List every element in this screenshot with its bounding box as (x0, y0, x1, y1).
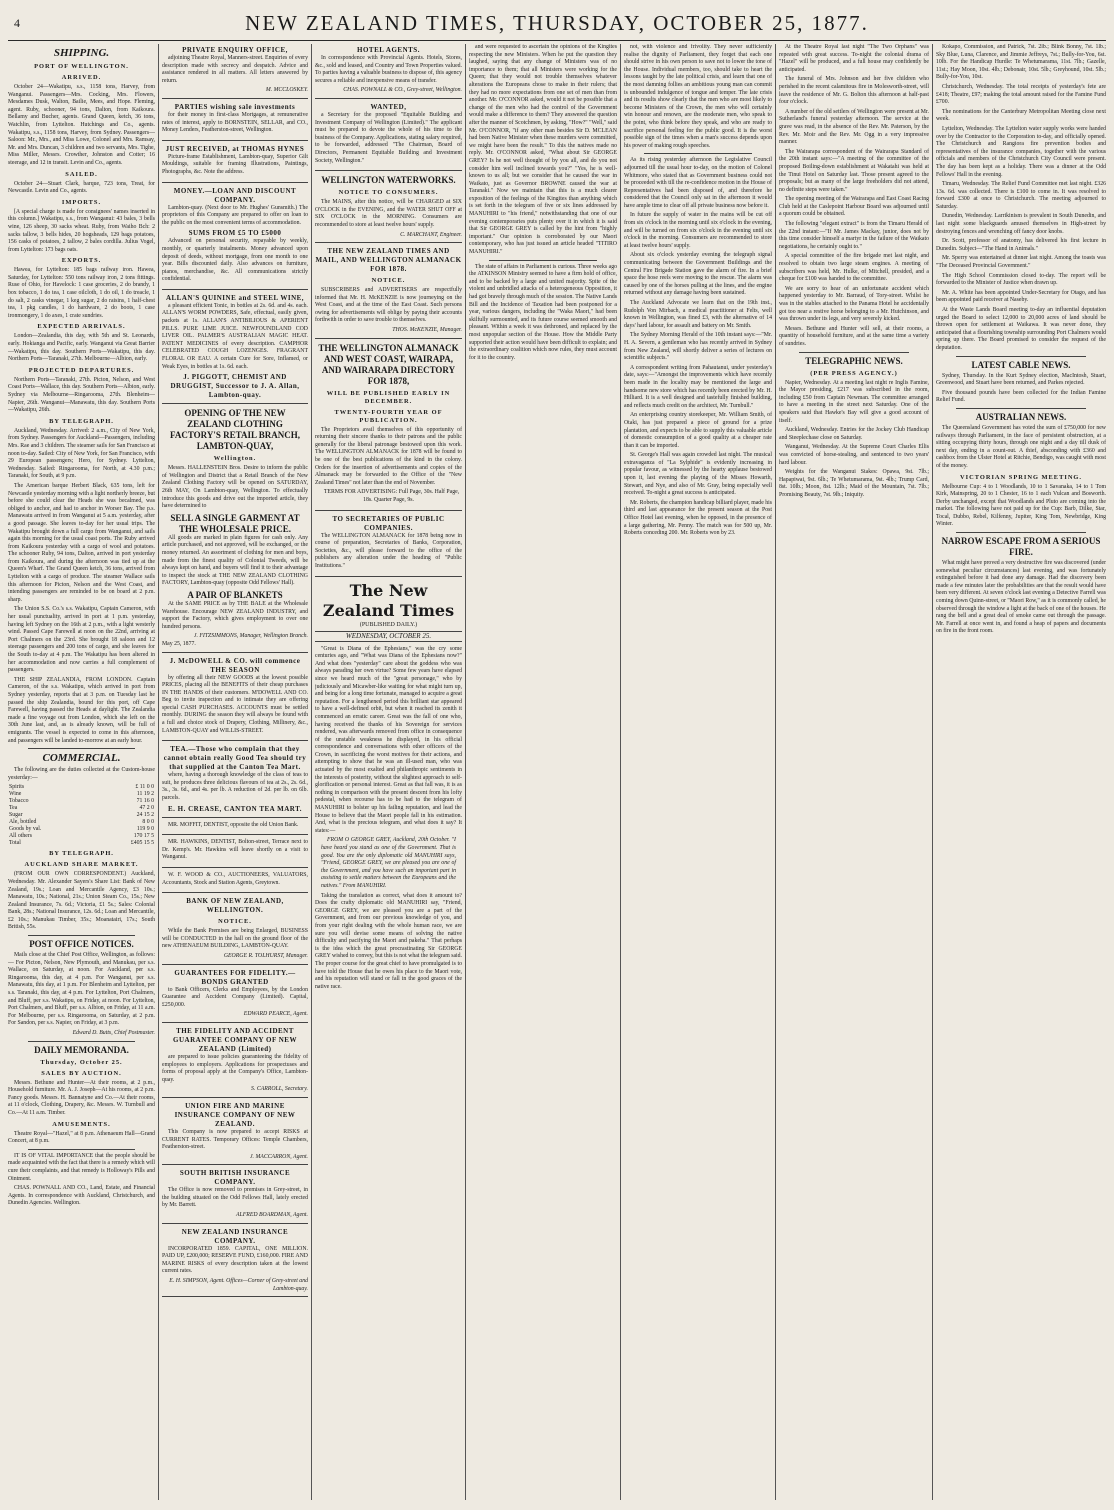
duty-amount: 11 19 2 (136, 791, 154, 798)
private-enquiry-ad (162, 44, 308, 99)
expected-text: London—Zealandia, this day, with 5th and St. Leonards, early. Hokianga and Pacific, early. Wanganui via Great Barrier—Wakatipu, this day. Southern Ports—Wakatipu, this day. Northern Ports—Taranaki, 27th. Melbourne—Albion, early. (8, 333, 155, 363)
port-heading: PORT OF WELLINGTON. (34, 63, 129, 70)
ad-text: W. F. WOOD & CO., AUCTIONEERS, VALUATORS, Accountants, Stock and Station Agents, Greytown. (162, 872, 308, 886)
divider (956, 532, 1086, 533)
column-6 (779, 44, 929, 1504)
ad-text: While the Bank Premises are being Enlarged, BUSINESS will be CONDUCTED in the hall on the ground floor of the new ATHENAEUM BUILDING, LAMBTON-QUAY. (162, 928, 308, 950)
bank-notice (162, 895, 308, 964)
ad-subtitle: NOTICE. (371, 277, 406, 285)
divider (956, 356, 1086, 357)
ad-signature: S. CARROLL, Secretary. (251, 1086, 308, 1093)
ad-text: The WELLINGTON ALMANACK for 1878 being now in course of preparation, Secretaries of Banks, Corporation, Societies, &c., will please forward to the office of the publishers any alteration under the heading of "Public Institutions." (315, 532, 462, 569)
column-rule (158, 44, 159, 1500)
projected-heading: PROJECTED DEPARTURES. (28, 366, 135, 374)
column-rule (311, 44, 312, 1500)
mcdowell-ad (162, 655, 308, 742)
market-heading: BY TELEGRAPH. (49, 850, 114, 858)
memoranda-date: Thursday, October 25. (40, 1058, 123, 1066)
dentist-ad-2 (162, 837, 308, 868)
telegraphic-item: Kokapo, Commission, and Patrick, 7st. 2lb.; Blink Bonny, 7st. 1lb.; Sky Blue, Luna, Clarence, and Jimmie Jeffreys, 7st.; Bully-for-You, 6st. 10lb. For the Handicap Hurdle: Te Whetumarama, 11st. 7lb.; Gazelle, 11st.; Hay Moon, 10st. 4lb.; Debonair, 10st. 5lb.; Greyhound, 10st. 5lb.; Bully-for-You, 10st. (936, 44, 1106, 81)
duty-row (8, 819, 155, 826)
ad-title: NEW ZEALAND INSURANCE COMPANY. (181, 1227, 289, 1245)
telegraphic-item: Mr. Sperry was entertained at dinner last night. Among the toasts was "The Deceased Provincial Government." (936, 255, 1106, 270)
telegraphic-item: Wanganui, Wednesday. At the Supreme Court Charles Ellis was convicted of horse-stealing, and sentenced to two years' hard labour. (779, 444, 929, 466)
ad-title: SOUTH BRITISH INSURANCE COMPANY. (179, 1169, 291, 1187)
south-british-ad (162, 1167, 308, 1223)
duty-amount: £ 11 0 0 (135, 784, 154, 791)
ad-title: THE FIDELITY AND ACCIDENT GUARANTEE COMPANY OF NEW ZEALAND (Limited) (173, 1026, 297, 1053)
ad-title: J. McDOWELL & CO. will commence THE SEASON (169, 656, 301, 674)
ad-text: This Company is now prepared to accept RISKS at CURRENT RATES. Temporary Offices: Temple Chambers, Featherston-street. (162, 1128, 308, 1151)
column-1 (8, 44, 155, 1504)
commercial-intro: The following are the duties collected at the Custom-house yesterday:— (8, 767, 155, 781)
duty-item: Tobacco (9, 798, 29, 805)
waterworks-notice (315, 173, 462, 243)
ad-signature: J. FITZSIMMONS, Manager, Wellington Branch. (193, 633, 308, 640)
divider (644, 153, 752, 154)
ad-title: UNION FIRE AND MARINE INSURANCE COMPANY OF NEW ZEALAND. (174, 1101, 296, 1128)
holloway-notice: IT IS OF VITAL IMPORTANCE that the people should be made acquainted with the fact that there is a remedy which will cure their complaints, and that remedy is Holloway's Pills and Ointment. (8, 1152, 155, 1182)
arrived-heading: ARRIVED. (61, 74, 102, 81)
clothing-factory-ad (162, 406, 308, 652)
ad-text: Lambton-quay. (Next door to Mr. Hughes' Gunsmith.) The proprietors of this Company are prepared to offer on loan to the public on the most convenient terms of accommodation. (162, 204, 308, 226)
ad-title: ALLAN'S QUININE and STEEL WINE, (165, 293, 305, 302)
amusements-text: Theatre Royal—"Hazel," at 8 p.m. Athenaeum Hall—Grand Concert, at 8 p.m. (8, 1130, 155, 1145)
duty-amount: 71 16 0 (136, 798, 154, 805)
telegraphic-subheading: (PER PRESS AGENCY.) (810, 369, 898, 377)
duty-item: Spirits (9, 784, 25, 791)
telegraphic-item: At the Waste Lands Board meeting to-day an influential deputation urged the Board to select 12,000 to 20,000 acres of land should be thrown open for settlement at Waikawa. It was never done, they anticipated that a flourishing township surrounding Port Chalmers would spring up there. The Board promised to consider the request of the deputation. (936, 307, 1106, 351)
masthead (0, 6, 1114, 38)
parliament-article: The state of affairs in Parliament is curious. Three weeks ago the ATKINSON Ministry seemed to have a firm hold of office, and to be backed by a large and united majority. Spite of the violent and unbridled attacks of a heterogeneous Opposition, it had got bravely through much of the session. The Native Lands Bill and the Incidence of Taxation had been postponed for a year, various dangers, including the "Waka Maori," had been skilfully surmounted, and its future course seemed smooth and pleasant. Within a week it was dethroned, and replaced by the most unpopular section of the House. How the Middle Party supported their action would have been difficult to explain; and the extraordinary coalition which now rules, they must account for it to the country. (469, 263, 617, 361)
editorial-text: "Great is Diana of the Ephesians," was the cry some centuries ago, and "What was Diana of the Ephesians now?" And what does "yesterday" care about the goddess who was always parading her own virtue? Some few years have elapsed since we heard much of the "great personage," who by judiciously and Micawber-like waiting for what might turn up, and being for a long time fortunate, managed to acquire a great reputation. For a lengthened period this brilliant star appeared to have a well-defined orbit, but when it reached its zenith it commenced an erratic career. Great was the fall of one who, having received the thanks of his Sovereign for services rendered, was afterwards removed from office in consequence of the unstable weakness he displayed, in his official correspondence and conversations with other officers of the Crown, in sacrificing the worst motives for their actions, and attempting to show that he was an ill-used man, who was actuated by the most exalted and philanthropic sentiments in the interests of posterity, without the slightest approach to self-glorification or personal interest. Great as that fall was, it is as nothing in comparison with the present descent from his lofty pedestal, when recourse has to be had to the telegram of MANUHIRI to bolster up his failing reputation, and lead the House to believe that the Maori people fall in his estimation. And, what is the precious telegram, and what does it say? It states:— (315, 645, 462, 834)
expected-heading: EXPECTED ARRIVALS. (37, 323, 126, 331)
sales-heading: SALES BY AUCTION. (41, 1069, 122, 1077)
ad-date: May 25, 1877. (162, 640, 196, 647)
spring-meeting-heading: VICTORIAN SPRING MEETING. (960, 473, 1082, 481)
divider (489, 260, 597, 261)
ad-signature: CHAS. POWNALL & CO., Grey-street, Wellington. (343, 87, 462, 94)
times-mail-notice (315, 245, 462, 339)
ad-headline: A PAIR OF BLANKETS (187, 589, 283, 600)
duty-amount: 170 17 5 (133, 833, 154, 840)
column-2 (162, 44, 308, 1504)
duty-amount: 47 2 0 (139, 805, 154, 812)
guarantees-ad (162, 967, 308, 1023)
ad-title: THE NEW ZEALAND TIMES AND MAIL, AND WELLINGTON ALMANACK FOR 1878. (315, 247, 462, 274)
ad-title: GUARANTEES FOR FIDELITY.—BONDS GRANTED (174, 968, 296, 986)
shipping-news-2: The Union S.S. Co.'s s.s. Wakatipu, Captain Cameron, with her usual punctuality, arrived in port at 1 p.m. yesterday, having left Sydney on the 16th at 2 p.m., with a light westerly wind. Passed Cape Farewell at noon on the 22nd, arriving at Port Chalmers on the 23rd. She brought 18 saloon and 12 steerage passengers and 200 tons of cargo, and she leaves for the South to-day at 4 p.m. The Wakatipu has been altered in her accommodation and now carries a full complement of passengers. (8, 606, 155, 674)
duty-item: Ale, bottled (9, 819, 37, 826)
ad-title: BANK OF NEW ZEALAND, WELLINGTON. (186, 897, 284, 915)
ad-title: TO SECRETARIES OF PUBLIC COMPANIES. (332, 514, 445, 532)
newspaper-title: NEW ZEALAND TIMES, THURSDAY, OCTOBER 25, 1877. (245, 11, 869, 35)
ad-title: WANTED, (370, 102, 407, 111)
almanack-ad (315, 341, 462, 511)
column-5 (624, 44, 772, 1504)
market-subheading: AUCKLAND SHARE MARKET. (24, 861, 139, 869)
tea-mart-ad (162, 743, 308, 817)
union-insurance-ad (162, 1100, 308, 1165)
telegraph-text: Auckland, Wednesday. Arrived: 2 a.m., City of New York, from Sydney. Passengers for Auckland—Passengers, including Mrs. Rae and 3 children. The steamer sails for San Francisco at noon to-day. Sailed: City of New York, for San Francisco, with 29 European passengers; Hero, for Sydney. Lyttelton, Wednesday. Sailed: Ringarooma, for North, at 4.30 p.m.; Taranaki, for South, at 9 p.m. (8, 427, 155, 480)
news-item: As its rising yesterday afternoon the Legislative Council adjourned till the usual hour to-day, on the motion of Colonel Whitmore, who stated that as Government business could not be proceeded with till the re-confidence motion in the House of Representatives had been disposed of, and therefore he considered that the Council only sat in the afternoon it would have ample time to clear off all private business now before it. (624, 157, 772, 209)
ad-text: Picture-frame Establishment, Lambton-quay, Superior Gilt Mouldings, suitable for framing Illustrations, Paintings, Photographs, &c. Note the address. (162, 153, 308, 175)
investment-ad (162, 101, 308, 141)
duty-item: All others (9, 833, 33, 840)
editorial-dateline: WEDNESDAY, OCTOBER 25. (315, 631, 462, 642)
arrived-text: October 24—Wakatipu, s.s., 1158 tons, Harvey, from Wanganui. Passengers—Mrs. Cocking, Mrs. Flowers, Mesdames Dusk, Walton, Bailie, Mees, and Hope. Fleming, agent. Ruby, schooner, 94 tons, Dalton, from Kaikoura. Bellamy and Bucher, agents. Grand Queen, ketch, 36 tons, Watchlin, from Lyttelton. Hutchings and Co., agents. Wakatipu, s.s., 1158 tons, Harvey, from Sydney. Passengers—Saloon: Mr., Mrs., and Miss Lowe, Colonel and Mrs. Ramsay, Mr. and Mrs. Duncan, 3 children and two servants, Mrs. Tighe, Miss Miller, Messrs. Crowther, Johnston and Cotter; 16 steerage, and 12 in transit. Levin and Co., agents. (8, 84, 155, 166)
ad-signature: E. H. CREASE, CANTON TEA MART. (168, 804, 302, 813)
ad-text: a pleasant efficient Tonic, in bottles at 2s. 6d. and 4s. each. ALLAN'S WORM POWDERS, Safe, effectual, easily given, packets at 1s. ALLAN'S ANTIBILIOUS & APERIENT PILLS. PURE LIME JUICE. NEWFOUNDLAND COD LIVER OIL. PALMER'S AUSTRALIAN MAGIC HEAT. PATENT MEDICINES of every description. CAMPHOR CELEBRATED COUGH LOZENGES. FRAGRANT FLORAL OR EAU. A certain Cure for Sore, Inflamed, or Weak Eyes, in bottles at 1s. 6d. each. (162, 302, 308, 370)
telegraphic-item: Napier, Wednesday. At a meeting last night re Inglis Famine, the Mayor presiding, £217 was subscribed in the room, including £50 from Captain Newman. The committee arranged to have a meeting in the street next Saturday. One of the speakers said that Hawke's Bay will give a good account of itself. (779, 379, 929, 424)
duty-amount: 8 0 0 (142, 819, 154, 826)
shipping-heading: SHIPPING. (53, 47, 110, 59)
news-item: not, with violence and frivolity. They never sufficiently realise the dignity of Parliament, they forget that each one should strive in his own person to save not to lower the tone of the House. Individual members, too, should take to heart the lessons taught by the late political crisis, and learn that one of the most damning follies an ambitious young man can commit is unbounded indulgence of tongue and temper. The late crisis and its results show clearly that the men who are most likely to become Ministers of the Crown, the men who will certainly win honour and renown, are the moderate men, who speak to the point, who think before they speak, and who are ready to sacrifice personal feeling for the public good. It is the worst possible sign of the times when a man's success depends upon his power of making rough speeches. (624, 44, 772, 149)
ad-text: SUBSCRIBERS and ADVERTISERS are respectfully informed that Mr. H. McKENZIE is now journeying on the West Coast, and at the time of the East Coast. Such persons owing for advertisements will oblige by paying their accounts forthwith in order to save trouble to themselves. (315, 287, 462, 324)
news-item: The Auckland Advocate we learn that on the 19th inst., Rudolph Von Mirbach, a medical practitioner at Felts, well known in Wellington, was fined £3, with the alternative of 14 days' hard labour, for assault and battery on Mr. Smith. (624, 300, 772, 329)
chemist-ad (162, 292, 308, 404)
news-item: About six o'clock yesterday evening the telegraph signal communicating between the Government Buildings and the Central Fire Brigade Station gave the alarm of fire. In a brief space the hose reels were moving to the rescue. The alarm was caused by one of the horses pulling at the lines, and the engine returned without any damage having been sustained. (624, 252, 772, 297)
publication-frequency: (PUBLISHED DAILY.) (359, 621, 418, 628)
ad-signature: J. MACCARRON, Agent. (249, 1153, 308, 1160)
ad-text: Advanced on personal security, repayable by weekly, monthly, or quarterly instalments. Money advanced upon deposit of deeds, without mortgage, from one month to one year. Bills discounted daily. Also advances on furniture, pianos, merchandise, &c. All communications strictly confidential. (162, 238, 308, 283)
telegraphic-item: The High School Commission closed to-day. The report will be forwarded to the Minister of Justice when drawn up. (936, 272, 1106, 287)
column-rule (932, 44, 933, 1500)
telegraphic-item: Lyttelton, Wednesday. The Lyttelton water supply works were handed over by the Contractor to the Corporation to-day, and officially opened. The Christchurch and Rangiora fire prevention bodies and representatives of the insurance companies, together with the various officials and members of the Christchurch City Council were present. The day has been kept as a holiday. There was a dinner at the Odd Fellows' Hall in the evening. (936, 125, 1106, 178)
ad-text: are prepared to issue policies guaranteeing the fidelity of employees to employers. Applications for prospectuses and forms of proposal apply at the Company's Office, Lambton-quay. (162, 1053, 308, 1083)
telegraphic-item: The nominations for the Canterbury Metropolitan Meeting close next week. (936, 108, 1106, 123)
news-item: The Sydney Morning Herald of the 10th instant says:—"Mr. H. A. Severn, a gentleman who has recently arrived in Sydney from New Zealand, will shortly deliver a series of lectures on scientific subjects." (624, 332, 772, 362)
news-item: The opening meeting of the Wairarapa and East Coast Racing Club held at the Caslepoint Harbour Board was adjourned until a quorum could be obtained. (779, 196, 929, 218)
ad-signature: THOS. McKENZIE, Manager. (392, 327, 462, 334)
column-3 (315, 44, 462, 1504)
divider (28, 748, 135, 749)
duty-row (8, 826, 155, 833)
ad-text: for their money in first-class Mortgages, at remunerative rates of interest, apply to BORNSTEIN, SELLAR, and CO., Money Lenders, Featherston-street, Wellington. (162, 111, 308, 134)
exports-text: Hawea, for Lyttelton: 185 bags railway iron. Hawea, Saturday, for Lyttelton: 550 tons railway iron, 2 tons fittings. Ruse of Ohio, for Havelock: 1 case groceries, 2 do brandy, 1 box tobacco, 1 do tea, 1 case oilcloth, 1 do oil, 1 do treacle, 1 do salt, 2 casks vinegar, 1 keg sugar, 2 do raisins, 1 half-chest tea, 1 pkg candles, 1 do hardware, 2 do boots, 1 case ironmongery, 1 do axes, 1 crate sundries. (8, 267, 155, 319)
editorial-text-2: Taking the translation as correct, what does it amount to? Does the crafty diplomatic old MANUHIRI say, "Friend, GEORGE GREY, we are pleased you are a part of the Government, and from our previous knowledge of you, and from your right dealing with the whole human race, we are sure you will devise some means of solving the native difficulty and pacifying the Maori and pakeha." That perhaps is the idea which the great procrastinating Sir GEORGE GREY wished to convey, but this is not what the telegram said. The proper course for the great chief to have promulgated is to have told the House that he owes his place to the Maori vote, and his reputation will stand or fall in the good graces of the native race. (315, 892, 462, 990)
secretary-wanted-ad (315, 101, 462, 171)
narrow-escape-heading: NARROW ESCAPE FROM A SERIOUS FIRE. (941, 536, 1101, 558)
spring-meeting-text: Melbourne Cup: 4 to 1 Woodlands, 10 to 1 Savanaka, 14 to 1 Tom Kirk, Mainspring, 20 to 1 Chester, 16 to 1 each Vulcan and Bosworth. Derby unchanged, except that Woodlands and Pluto are coming into the market. The following have not paid up for the Cup: Barb, Dilke, Star, Tocal, Dubbo, Rebel, Kilfenny, Jupiter, King Tom, Newbridge, King Winter. (936, 483, 1106, 528)
ad-rates: TERMS FOR ADVERTISING: Full Page, 30s. Half Page, 18s. Quarter Page, 9s. (323, 489, 460, 503)
imports-heading: IMPORTS. (61, 198, 102, 206)
ad-text: adjoining Theatre Royal, Manners-street. Enquiries of every description made with secrecy and despatch. Advice and assistance rendered in all matters. All letters answered by return. (162, 55, 308, 84)
telegraphic-item: Weights for the Wanganui Stakes: Opawa, 9st. 7lb.; Hapapiwai, 9st. 6lb.; Te Whetumarama, 9st. 4lb.; Trump Card, 8st. 10lb.; Moon, 8st. 12lb.; Maid of the Mountain, 7st. 7lb.; Promising Beauty, 7st. 9lb.; Iniquity. (779, 469, 929, 498)
ad-text: The Proprietors avail themselves of this opportunity of returning their sincere thanks to their patrons and the public generally for the liberal patronage bestowed upon this work. The WELLINGTON ALMANACK for 1878 will be found to be one of the best publications of the kind in the colony. Orders for the insertion of advertisements and copies of the Almanack may be forwarded to the Office of the "New Zealand Times" not later than the end of November. (315, 426, 462, 486)
duty-row (8, 791, 155, 798)
news-item: The following "elegant extract" is from the Timaru Herald of the 22nd instant:—"If Mr. James Mackay, junior, does not by this time consider himself a martyr in the failure of the Waikato negotiations, he certainly ought to." (779, 221, 929, 250)
news-item: The funeral of Mrs. Johnson and her five children who perished in the recent calamitous fire in Molesworth-street, will leave the residence of Mr. G. Bolton this afternoon at half-past four o'clock. (779, 76, 929, 106)
duty-item: Sugar (9, 812, 23, 819)
divider (28, 935, 135, 936)
shipping-news: The American barque Herbert Black, 635 tons, left for Newcastle yesterday morning with a light northerly breeze, but before she could clear the Heads she was becalmed, was obliged to anchor, and had to anchor in Worser Bay. The p.s. Manawatu arrived in from Wanganui at 5 a.m. yesterday, after a good passage. She leaves to-day for her usual trips. The Wakatipu brought down a full cargo from Wanganui, and sails again this morning for the usual coast ports. The Ruby arrived from Kaikoura yesterday with a cargo of wool and potatoes. The schooner Ruby, 94 tons, Dalton, arrived in port yesterday from Kaikoura, and during the afternoon was tied up at the Queen's Wharf. The Grand Queen ketch, 36 tons, arrived from Lyttelton with a cargo of produce. The steamer Wallace sails this afternoon for Picton, Nelson and the West Coast, and intending passengers are reminded to be on board at 2 p.m. sharp. (8, 482, 155, 603)
telegraphic-item: Auckland, Wednesday. Entries for the Jockey Club Handicap and Steeplechase close on Saturday. (779, 427, 929, 441)
ad-signature: E. H. SIMPSON, Agent. Offices—Corner of Grey-street and Lambton-quay. (169, 1278, 308, 1292)
news-item: The Wairarapa correspondent of the Wairarapa Standard of the 20th instant says:—"A meeting of the committee of the proposed Boiling-down establishment at Wakatahi was held at the Tinui Hotel on Saturday last. Those present agreed to the proposals; but as many of the large freeholders did not attend, no definite steps were taken." (779, 148, 929, 193)
newspaper-nameplate: The New Zealand Times (322, 580, 455, 620)
fidelity-ad (162, 1025, 308, 1098)
news-item: A number of the old settlers of Wellington were present at Mr. Sutherland's funeral yesterday afternoon. The service at the grave was read, in the absence of the Rev. Mr. Paterson, by the Rev. Mr. Moir and the Rev. Mr. Ogg in a very impressive manner. (779, 108, 929, 146)
ad-signature: GEORGE R. TOLHURST, Manager. (223, 952, 308, 959)
ad-signature: EDWARD PEARCE, Agent. (243, 1011, 308, 1018)
cable-news-heading: LATEST CABLE NEWS. (971, 359, 1071, 370)
pownall-ad: CHAS. POWNALL AND CO., Land, Estate, and Financial Agents. In correspondence with Auckland, Christchurch, and Dunedin Agencies. Wellington. (8, 1185, 155, 1207)
duty-row (8, 812, 155, 819)
divider (956, 408, 1086, 409)
sales-text: Messrs. Bethune and Hunter—At their rooms, at 2 p.m., Household furniture. Mr. A. J. Joseph—At his rooms, at 2 p.m. Fancy goods. Messrs. H. Bannatyne and Co.—At their rooms, at 11 o'clock, Clothing, Drapery, &c. Messrs. W. Turnbull and Co.—At 11 a.m. Timber. (8, 1079, 155, 1116)
loan-company-ad (162, 185, 308, 290)
ad-place: Wellington. (213, 455, 257, 463)
sailed-heading: SAILED. (65, 170, 98, 178)
news-item: A special committee of the fire brigade met last night, and resolved to obtain two large steam engines. A meeting of subscribers was held, Mr. Hulke, of Mitchell, presided, and a cheque for £100 was handed to the committee. (779, 253, 929, 283)
column-7 (936, 44, 1106, 1504)
duty-row (8, 833, 155, 840)
australian-news-text: The Queensland Government has voted the sum of £750,000 for new railways through Parliament, in the face of persistent obstruction, at a sitting occupying thirty hours, through one night and a day till dusk of next day, ending in a count-out. A thief, absconding with £360 and cashbox from the Ulster Hotel at Ritchie, Bendigo, was caught with most of the money. (936, 424, 1106, 469)
duty-item: Wine (9, 791, 22, 798)
post-office-signature: Edward D. Butts, Chief Postmaster. (72, 1030, 155, 1036)
cable-item: Five thousand pounds have been collected for the Indian Famine Relief Fund. (936, 389, 1106, 404)
sailed-text: October 24—Stuart Clark, barque, 723 tons, Treat, for Newcastle. Levin and Co., agents. (8, 180, 155, 195)
memoranda-heading: DAILY MEMORANDA. (34, 1044, 129, 1055)
ad-signature: ALFRED BOARDMAN, Agent. (235, 1212, 308, 1219)
post-office-heading: POST OFFICE NOTICES. (29, 939, 134, 950)
amusements-heading: AMUSEMENTS. (52, 1120, 111, 1128)
duty-row (8, 798, 155, 805)
news-item: In future the supply of water in the mains will be cut off from six o'clock in the morning until six o'clock in the evening, and will be turned on from six o'clock in the evening until six o'clock in the morning. Consumers are recommended to store at least twelve hours' supply. (624, 212, 772, 249)
duty-amount: 119 9 0 (136, 826, 154, 833)
ad-headline: SELL A SINGLE GARMENT AT THE WHOLESALE PRICE. (170, 512, 300, 534)
news-item: At the Theatre Royal last night "The Two Orphans" was repeated with great success. To-night the colonial drama of "Hazel" will be produced, and a full house may confidently be anticipated. (779, 44, 929, 73)
ad-text: MR. MOFFIT, DENTIST, opposite the old Union Bank. (168, 821, 299, 828)
duty-item: Goods by val. (9, 826, 42, 833)
ad-subtitle: SUMS FROM £5 TO £5000 (188, 229, 282, 238)
exports-heading: EXPORTS. (61, 257, 102, 265)
divider (799, 352, 909, 353)
ad-text: The Office is now removed to premises in Grey-street, in the building situated on the Odd Fellows Hall, lately erected by Mr. Barrett. (162, 1187, 308, 1209)
ad-text: where, having a thorough knowledge of the class of teas to suit, he produces three delicious flavours of tea at 2s., 2s. 6d., 3s., 3s. 6d., and 4s. per lb. A reduction of 2d. per lb. on 6lb. parcels. (162, 772, 308, 802)
ad-text: Messrs. HALLENSTEIN Bros. Desire to inform the public of Wellington and District that a Retail Branch of the New Zealand Clothing Factory will be opened on SATURDAY, 26th MAY, On Lambton-quay, Wellington. To effectually introduce this goods and drive out the imported article, they have determined to (162, 465, 308, 510)
market-text: (FROM OUR OWN CORRESPONDENT.) Auckland, Wednesday. Mr. Alexander Sayers's Share List: Bank of New Zealand, 19s.; Loan and Mercantile Agency, £3 10s.; Manawatu, 10s.; National, 21s.; Union Steam Co., 15s.; New Zealand Insurance, 7s. 6d.; Victoria, £1 5s.; Sales: Colonial Bank, 28s.; National Insurance, 12s. 6d.; Loan and Mercantile, £2 10s.; Manukau Timber, 35s.; Moanatairi, 17s.; South British, 55s. (8, 871, 155, 931)
ad-title: WELLINGTON WATERWORKS. (321, 175, 456, 186)
column-4 (469, 44, 617, 1504)
ad-title: THE WELLINGTON ALMANACK AND WEST COAST, WAIRAPA, AND WAIRARAPA DIRECTORY FOR 1878, (318, 342, 459, 386)
ad-text: At the SAME PRICE as by THE BALE at the Wholesale Warehouse. Encourage NEW ZEALAND INDUSTRY, and support the Factory, which gives employment to over one hundred persons. (162, 600, 308, 630)
editorial-continued: and were requested to ascertain the opinions of the Kingites respecting the new Ministers. When he put the question they laughed, saying that any change of Ministers was of no importance to them; that all Ministers were working for the Queen; that they would not trouble themselves whatever alterations the Europeans chose to make in their rulers; that they had no more expectations from one set of men than from another. Mr. O'CONNOR asked, would it not be possible that a change of the men who had the control of the Government would make a difference to them? They answered the question after the manner of Scotchmen, by asking, "How?" "Well," said Mr. O'CONNOR, "if any other man besides Sir D. MCLEAN had been Native Minister when these murders were committed, we might have been the result." To this the natives made no reply. Mr. O'CONNOR asked, "What about Sir GEORGE GREY? Is he not well thought of by you all, and do you not consider him well inclined towards you?" "Yes, he is well-known to us all; but we consider that he caused the war in Waikato, just as Governor BROWNE caused the war at Taranaki." Now we maintain that this is a much clearer exposition of the feelings of the Kingites than anything which is set forth in the telegram of five or six lines addressed by MANUHIRI to "his friend," notwithstanding that one of our evening contemporaries puts plenty over it in which it is said that Sir GEORGE GREY is called by the hint from "highly important." Our opinion is corroborated by our Maori contemporary, who has just issued an article headed "TITIRO MANUHIRI." (469, 44, 617, 256)
telegraphic-item: Dunedin, Wednesday. Larrikinism is prevalent in South Dunedin, and last night some blackguards amused themselves in High-street by destroying fences and wrenching off fancy door knobs. (936, 213, 1106, 235)
ad-text: to Bank Officers, Clerks and Employees, by the London Guarantee and Accident Company (Limited). Capital, £250,000. (162, 986, 308, 1008)
secretaries-notice (315, 513, 462, 577)
auctioneers-ad (162, 870, 308, 893)
ad-text: by offering all their NEW GOODS at the lowest possible PRICES, placing all the BENEFITS of their cheap purchases IN THE HANDS of their customers. M'DOWELL AND CO. Beg to invite inspection and to intimate they are offering special CASH PURCHASES. ACCOUNTS must be settled monthly. DURING the season they will always be found with a full and choice stock of Drapery, Clothing, Millinery, &c., LAMBTON-QUAY and WILLIS-STREET. (162, 674, 308, 734)
narrow-escape-text: What might have proved a very destructive fire was discovered (under somewhat peculiar circumstances) last evening, and was fortunately extinguished before it had done any damage. Had the discovery been made a few minutes later the probabilities are that the result would have been very different. At seven o'clock last evening a Detective Farrell was coming down Quinn-street, or "Maori Row," as it is commonly called, he observed through the window a light at the back of one of the houses. He rang the bell and a great deal of smoke came out through the passage. Mr. Farrell at once went in, and found a heap of papers and documents on fire in the front room. (936, 560, 1106, 635)
cable-item: Sydney, Thursday. In the Kurt Sydney election, MacIntosh, Stuart, Greenwood, and Stuart have been returned, and Parkes rejected. (936, 372, 1106, 387)
ad-title: TEA.—Those who complain that they cannot obtain really Good Tea should try that supplied at the Canton Tea Mart. (163, 745, 307, 772)
zealandia-report: THE SHIP ZEALANDIA, FROM LONDON. Captain Cameron, of the s.s. Wakatipu, which arrived in port from Sydney yesterday, reports that at 3 p.m. on Tuesday last he passed the ship Zealandia, bound for this port, off Cape Farewell, having passed the Heads at daylight. The Zealandia made a fine voyage out from London, which she left on the 30th June last, and, as is already known, will be full of emigrants. The vessel is expected to come in this afternoon, and passengers will be landed to-morrow at an early hour. (8, 676, 155, 744)
imports-text: [A special charge is made for consignees' names inserted in this column.] Wakatipu, s.s., from Wanganui: 43 bales, 3 bells wine, 126 sheep, 30 sacks wheat. Ruby, from Waiho Bch: 2 sacks tallow, 3 bells hides, 20 hogsheads, 129 bags potatoes, 156 casks of potatoes, 2 tallow, 2 bales cordilla. Julius Vogel, from Lyttelton: 173 bags oats. (8, 208, 155, 253)
ad-title: HOTEL AGENTS. (357, 46, 420, 54)
duty-row (8, 840, 155, 847)
news-item: St. George's Hall was again crowded last night. The musical extravaganza of "La Sylphide" is evidently increasing in popular favour, as witnessed by the hearty applause bestowed upon it, last evening the playing of the Misses Howarth, Stewart, and Nye, and also of Mr. Gray, being especially well received. To-night a great success is anticipated. (624, 452, 772, 497)
dentist-ad (162, 820, 308, 836)
news-item: A correspondent writing from Pahautanui, under yesterday's date, says:—"Amongst the improvements which have recently been made in the locality may be mentioned the large and handsome new store which has recently been erected by Mr. H. Hilliard. It is a well designed and tastefully finished building, and reflects much credit on the architect, Mr. Turnbull." (624, 364, 772, 409)
ad-signature: M. MCCLOSKEY. (265, 87, 308, 94)
column-rule (775, 44, 776, 1500)
ad-text: The MAINS, after this notice, will be CHARGED at SIX O'CLOCK in the EVENING, and the WATER SHUT OFF at SIX O'CLOCK in the MORNING. Consumers are recommended to store at least twelve hours' supply. (315, 199, 462, 228)
duty-item: Tea (9, 805, 18, 812)
duty-row (8, 784, 155, 791)
manuhiri-telegram: FROM O GEORGE GREY, Auckland, 20th October. "I have heard you stand as one of the Government. That is good. You are the only diplomatic old MANUHIRI says, "Friend, GEORGE GREY, we are pleased you are one of the Government, and you have such an important part in assisting to settle matters between the Europeans and the natives." From MANUHIRI. (321, 837, 456, 889)
ad-title: MONEY.—LOAN AND DISCOUNT COMPANY. (173, 186, 297, 204)
ad-title: OPENING OF THE NEW ZEALAND CLOTHING FACTORY'S RETAIL BRANCH, LAMBTON-QUAY, (170, 408, 300, 452)
telegraphic-item: Christchurch, Wednesday. The total receipts of yesterday's fete are £418; Theatre, £97; making the total amount raised for the Famine Fund £700. (936, 83, 1106, 106)
ad-text: INCORPORATED 1859. CAPITAL, ONE MILLION. PAID UP, £200,000; RESERVE FUND, £160,000. FIRE AND MARINE RISKS of every description taken at the lowest current rates. (162, 1245, 308, 1275)
telegraphic-item: Timaru, Wednesday. The Relief Fund Committee met last night. £326 13s. 6d. was collected. There is £100 to come in. It was resolved to forward £300 at once to Christchurch. The meeting adjourned to Saturday. (936, 181, 1106, 210)
australian-news-heading: AUSTRALIAN NEWS. (975, 411, 1067, 422)
ad-title: PRIVATE ENQUIRY OFFICE, (182, 46, 288, 54)
nz-insurance-ad (162, 1226, 308, 1298)
ad-subtitle: WILL BE PUBLISHED EARLY IN DECEMBER. (326, 389, 451, 405)
page-number: 4 (14, 16, 20, 30)
duty-row (8, 805, 155, 812)
ad-title: PARTIES wishing sale investments (174, 102, 296, 111)
hotel-agents-ad (315, 44, 462, 99)
ad-subtitle: NOTICE. (218, 918, 252, 926)
divider (28, 1041, 135, 1042)
telegraphic-heading: TELEGRAPHIC NEWS. (805, 355, 903, 366)
duty-amount: £405 15 5 (130, 840, 154, 847)
ad-text: All goods are marked in plain figures for cash only. Any article purchased, and not approved, will be exchanged, or the money returned. An assortment of clothing for men and boys, made from the finest quality of Colonial Tweeds, will be always kept on hand, and buyers will find it to their advantage to inspect the stock at THE NEW ZEALAND CLOTHING FACTORY, Lambton-quay (opposite Odd Fellows' Hall). (162, 534, 308, 587)
ad-subtitle: NOTICE TO CONSUMERS. (338, 189, 439, 197)
ad-subtitle: TWENTY-FOURTH YEAR OF PUBLICATION. (334, 408, 443, 424)
telegraph-heading: BY TELEGRAPH. (49, 417, 114, 425)
column-rule (620, 44, 621, 1500)
duty-amount: 24 15 2 (136, 812, 154, 819)
duties-table (8, 784, 155, 847)
commercial-heading: COMMERCIAL. (42, 752, 121, 765)
news-item: Messrs. Bethune and Hunter will sell, at their rooms, a quantity of household furniture, and at the same time a variety of sundries. (779, 325, 929, 347)
ad-title: JUST RECEIVED, at THOMAS HYNES (165, 144, 305, 153)
news-item: An enterprising country storekeeper, Mr. William Smith, of Otaki, has just prepared a piece of ground for a prize plantation, and expects to be able to supply this valuable article of domestic consumption of a good quality at a cheaper rate than it can be imported. (624, 412, 772, 449)
news-item: Mr. Roberts, the champion handicap billiard player, made his third and last appearance for the present season at the Post Office Hotel last evening, when he opposed, in the presence of a large gathering, Mr. Penny. The match was for 500 up, Mr. Roberts conceding 200. Mr. Roberts won by 23. (624, 499, 772, 537)
news-item: We are sorry to hear of an unfortunate accident which happened yesterday to Mr. Barraud, of Tory-street. Whilst he was in the stables attached to the Panama Hotel he accidentally got too near a restive horse belonging to a Mr. Hutchinson, and was thrown under its legs, and very severely kicked. (779, 285, 929, 323)
ad-signature: C. MARCHANT, Engineer. (400, 231, 462, 238)
projected-text: Northern Ports—Taranaki, 27th. Picton, Nelson, and West Coast Ports—Wallace, this day. Southern Ports—Albion, early. Sydney via Melbourne—Ringarooma, 27th. Blenheim—Napier, 26th. Wanganui—Manawatu, this day. Southern Ports—Wakatipu, 26th. (8, 376, 155, 414)
post-office-text: Mails close at the Chief Post Office, Wellington, as follows:— For Picton, Nelson, New Plymouth, and Manukau, per s.s. Wallace, on Saturday, at noon. For Auckland, per s.s. Ringarooma, this day, at 4 p.m. For Wanganui, per s.s. Manawatu, this day, at 1 p.m. For Blenheim and Lyttelton, per s.s. Taranaki, this day, at 4 p.m. For Lyttelton, Port Chalmers, and Bluff, per s.s. Wakatipu, on Friday, at noon. For Lyttelton, Port Chalmers, and Bluff, per s.s. Albion, on Friday, at 11 a.m. For Melbourne, per s.s. Ringarooma, on Saturday, at 2 p.m. For Sandon, per s.s. Napier, on Friday, at 3 p.m. (8, 952, 155, 1027)
telegraphic-item: Mr. A. White has been appointed Under-Secretary for Otago, and has been appointed paid receiver at Naseby. (936, 289, 1106, 304)
column-rule (465, 44, 466, 1500)
ad-text: In correspondence with Provincial Agents. Hotels, Stores, &c., sold and leased, and Country and Town Properties valued. To parties having a valuable business to dispose of, this agency secures a reliable and inexpensive means of transfer. (315, 55, 462, 84)
duty-item: Total (9, 840, 21, 847)
ad-text: MR. HAWKINS, DENTIST, Bolton-street, Terrace next to Dr. Kemp's. Mr. Hawkins will leave shortly on a visit to Wanganui. (162, 839, 308, 861)
masthead-rule (8, 40, 1106, 41)
divider (28, 1149, 135, 1150)
telegraphic-item: Dr. Scott, professor of anatomy, has delivered his first lecture in Dunedin. Subject—"The Hand in Animals." (936, 238, 1106, 252)
ad-text: a Secretary for the proposed "Equitable Building and Investment Company of Wellington (Limited)." The applicant must be prepared to devote the whole of his time to the business of the Company. Applications, stating salary required, to be forwarded, addressed "The Chairman, Board of Directors, Permanent Equitable Building and Investment Society, Wellington." (315, 111, 462, 164)
ad-signature: J. PIGGOTT, CHEMIST AND DRUGGIST, Successor to J. A. Allan, Lambton-quay. (170, 373, 300, 400)
picture-frame-ad (162, 143, 308, 183)
